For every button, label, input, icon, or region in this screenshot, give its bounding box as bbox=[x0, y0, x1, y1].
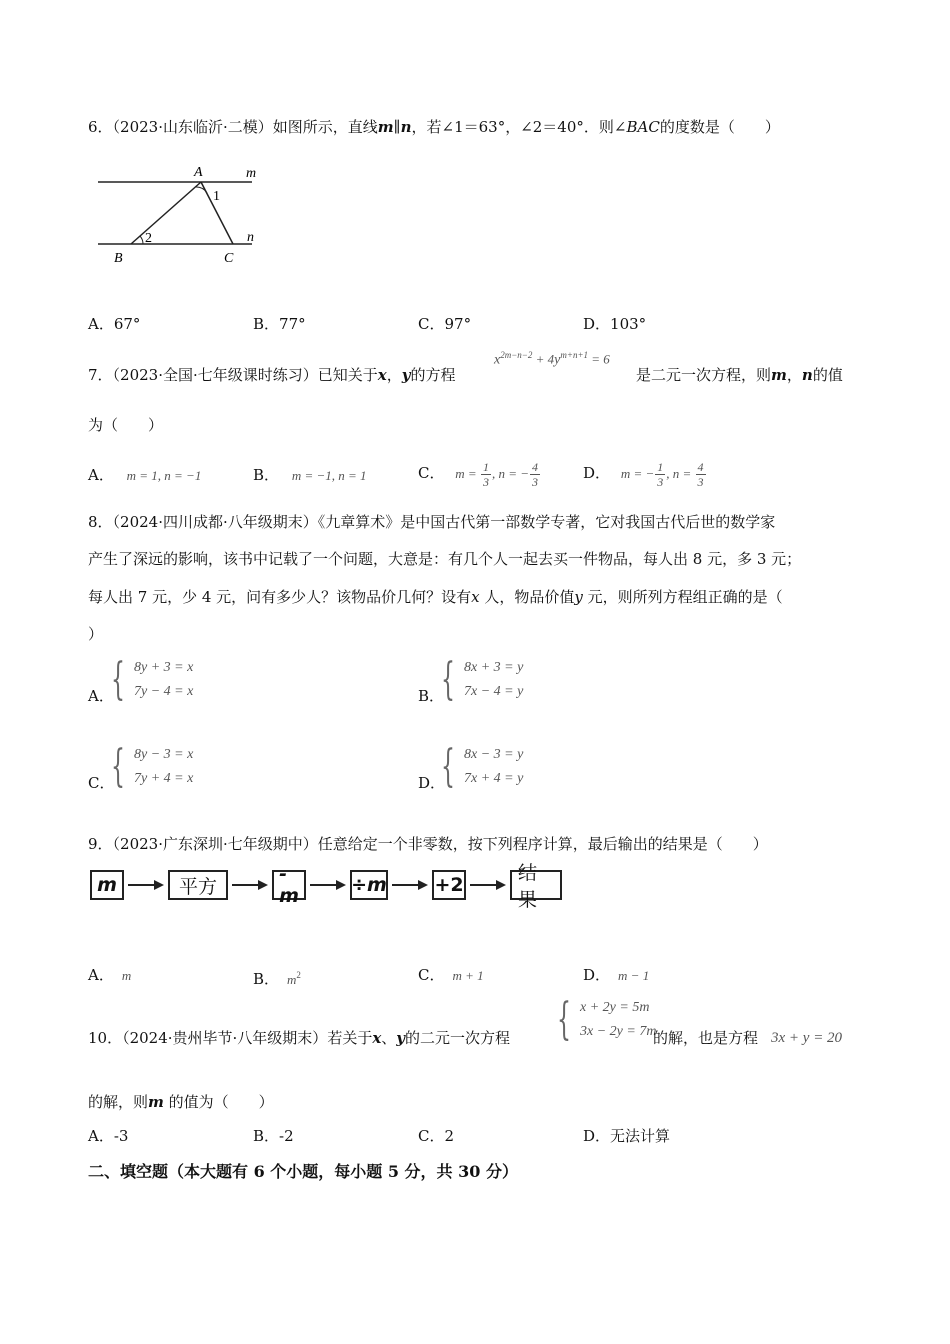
figure-label-m: m bbox=[246, 166, 257, 181]
section2-heading: 二、填空题（本大题有 6 个小题，每小题 5 分，共 30 分） bbox=[88, 1162, 518, 1181]
q8-option-d-system: { 8x − 3 = y 7x + 4 = y bbox=[441, 741, 524, 792]
figure-label-A: A bbox=[194, 165, 203, 180]
q7-option-b[interactable]: B． m = −1, n = 1 bbox=[253, 466, 367, 484]
q7-option-d[interactable]: D． m = − $\frac{1}{3}$ , n = $\frac{4}{3}$ bbox=[583, 459, 704, 489]
q9-option-b[interactable]: B． $m^2$ bbox=[253, 970, 301, 988]
flow-box-divide-m: ÷m bbox=[350, 870, 388, 900]
q10-equation: 3x + y = 20 bbox=[771, 1030, 843, 1046]
figure-label-C: C bbox=[224, 251, 234, 266]
flow-box-plus-2: +2 bbox=[432, 870, 466, 900]
q10-stem-line2: 的解，则m 的值为（ ） bbox=[88, 1093, 274, 1111]
q8-stem-line1: 8．（2024·四川成都·八年级期末）《九章算术》是中国古代第一部数学专著，它对我国古代后世的数学家 bbox=[88, 513, 776, 531]
flow-box-minus-m: -m bbox=[272, 870, 306, 900]
q8-stem-line4: ） bbox=[88, 625, 104, 643]
figure-label-2: 2 bbox=[145, 231, 152, 246]
q9-stem: 9．（2023·广东深圳·七年级期中）任意给定一个非零数，按下列程序计算，最后输出的结果是（ ） bbox=[88, 835, 768, 853]
flow-box-square: 平方 bbox=[168, 870, 228, 900]
q8-option-b-letter[interactable]: B． bbox=[418, 687, 445, 705]
flow-box-result: 结果 bbox=[510, 870, 562, 900]
q7-stem-tail: 是二元一次方程，则m，n的值 bbox=[636, 366, 843, 384]
q7-stem-line2: 为（ ） bbox=[88, 416, 164, 434]
q8-option-a-system: { 8y + 3 = x 7y − 4 = x bbox=[111, 654, 194, 705]
flow-box-m: m bbox=[90, 870, 124, 900]
q10-option-c[interactable]: C．2 bbox=[418, 1127, 455, 1145]
q8-option-c-letter[interactable]: C． bbox=[88, 774, 115, 792]
figure-label-B: B bbox=[114, 251, 123, 266]
q6-option-a[interactable]: A．67° bbox=[88, 315, 141, 333]
q6-stem: 6．（2023·山东临沂·二模）如图所示，直线m∥n，若∠1＝63°，∠2＝40°．则∠BAC的度数是（ ） bbox=[88, 118, 780, 136]
q8-option-c-system: { 8y − 3 = x 7y + 4 = x bbox=[111, 741, 194, 792]
q8-option-d-letter[interactable]: D． bbox=[418, 774, 446, 792]
q10-stem: 10．（2024·贵州毕节·八年级期末）若关于x、y的二元一次方程 bbox=[88, 1029, 511, 1047]
q6-option-c[interactable]: C．97° bbox=[418, 315, 472, 333]
figure-label-n: n bbox=[247, 230, 254, 245]
q9-option-a[interactable]: A． m bbox=[88, 966, 132, 984]
q9-option-c[interactable]: C． m + 1 bbox=[418, 966, 484, 984]
q10-option-d[interactable]: D．无法计算 bbox=[583, 1127, 671, 1145]
q6-option-d[interactable]: D．103° bbox=[583, 315, 647, 333]
q10-option-a[interactable]: A．-3 bbox=[88, 1127, 129, 1145]
q10-system: { x + 2y = 5m 3x − 2y = 7m bbox=[557, 994, 657, 1045]
q8-stem-line3: 每人出 7 元，少 4 元，问有多少人？该物品价几何？设有x 人，物品价值y 元，则所列方程组正确的是（ bbox=[88, 588, 783, 606]
q9-flowchart bbox=[90, 862, 562, 911]
q8-option-b-system: { 8x + 3 = y 7x − 4 = y bbox=[441, 654, 524, 705]
q7-stem: 7．（2023·全国·七年级课时练习）已知关于x，y的方程 bbox=[88, 366, 456, 384]
flow-arrow-icon bbox=[470, 880, 506, 890]
flow-arrow-icon bbox=[310, 880, 346, 890]
q7-option-c[interactable]: C． m = $\frac{1}{3}$ , n = − $\frac{4}{3}$ bbox=[418, 459, 538, 489]
figure-label-1: 1 bbox=[213, 189, 220, 204]
q7-option-a[interactable]: A． m = 1, n = −1 bbox=[88, 466, 202, 484]
q10-option-b[interactable]: B．-2 bbox=[253, 1127, 294, 1145]
q8-stem-line2: 产生了深远的影响，该书中记载了一个问题，大意是：有几个人一起去买一件物品，每人出 8 元，多 3 元； bbox=[88, 550, 802, 568]
q8-option-a-letter[interactable]: A． bbox=[88, 687, 114, 705]
q9-option-d[interactable]: D． m − 1 bbox=[583, 966, 650, 984]
flow-arrow-icon bbox=[232, 880, 268, 890]
flow-arrow-icon bbox=[392, 880, 428, 890]
q10-stem-tail: 的解，也是方程 bbox=[653, 1029, 759, 1047]
q6-figure bbox=[90, 160, 270, 270]
flow-arrow-icon bbox=[128, 880, 164, 890]
q6-option-b[interactable]: B．77° bbox=[253, 315, 306, 333]
q7-equation: $x^{2m-n-2} + 4y^{m+n+1} = 6$ bbox=[494, 350, 610, 368]
